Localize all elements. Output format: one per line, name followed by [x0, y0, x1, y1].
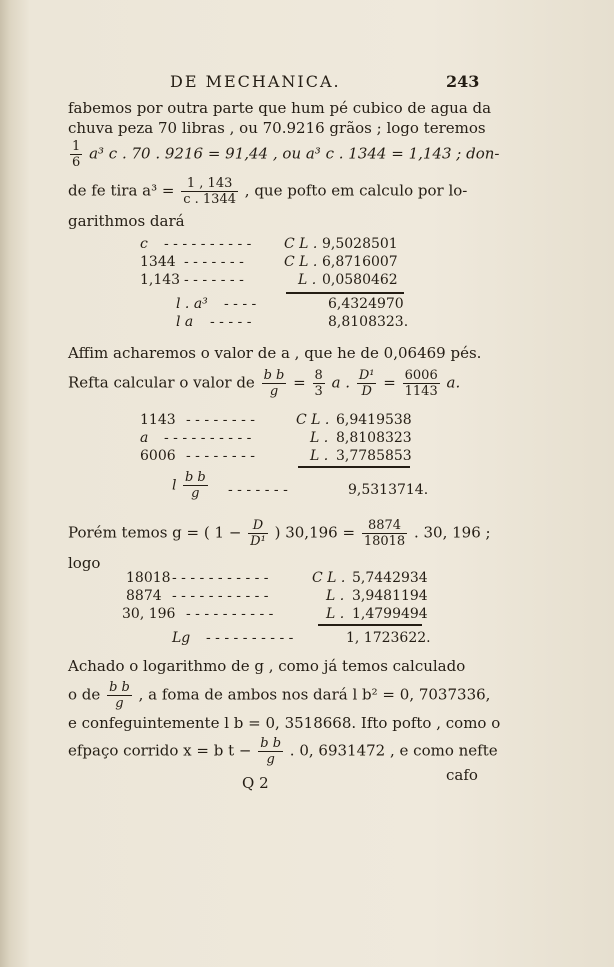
text-line-equation: efpaço corrido x = b t − $\frac{\text{b b}}{g}$ . 0, 6931472 , e como nefte: [68, 736, 498, 767]
log-label: 8874: [126, 588, 162, 604]
signature-mark: Q 2: [242, 774, 269, 792]
log-label: 18018: [126, 570, 171, 586]
text-line-equation: Refta calcular o valor de $\frac{\text{b b}}{g}$ = $\frac{8}{3}$ a . $\frac{\text{D¹}}{D}$ = $\frac{6006}{1143}$ a.: [68, 368, 461, 399]
fraction: $\frac{8}{3}$: [314, 368, 323, 399]
fraction: $\frac{1 , 143}{c . 1344}$: [183, 176, 236, 207]
log-value: 8,8108323.: [328, 314, 409, 330]
log-value: 9,5313714.: [348, 482, 429, 498]
fraction: $\frac{\text{b b}}{g}$: [260, 736, 282, 767]
text-line: logo: [68, 554, 101, 572]
sum-rule: [318, 624, 422, 626]
fraction: $\frac{D}{\text{D¹}}$: [250, 518, 266, 549]
fraction: $\frac{6006}{1143}$: [404, 368, 438, 399]
leader-dashes: - - - - - - - - - -: [164, 236, 252, 252]
log-function: C L .: [312, 570, 346, 586]
leader-dashes: - - - - - - - - - -: [164, 430, 252, 446]
leader-dashes: - - - - - - - - - -: [186, 606, 274, 622]
leader-dashes: - - - - -: [210, 314, 252, 330]
log-function: L .: [326, 606, 345, 622]
text-line-equation: Porém temos g = ( 1 − $\frac{D}{\text{D¹}}$ ) 30,196 = $\frac{8874}{18018}$ . 30, 196 ;: [68, 518, 491, 549]
text-line-equation: de fe tira a³ = $\frac{1 , 143}{c . 1344}$ , que pofto em calculo por lo-: [68, 176, 468, 207]
log-value: 6,8716007: [322, 254, 398, 270]
log-value: 8,8108323: [336, 430, 412, 446]
log-function: C L .: [284, 236, 318, 252]
log-function: L .: [298, 272, 317, 288]
catchword: cafo: [446, 766, 478, 784]
text-line: garithmos dará: [68, 212, 185, 230]
text-line: fabemos por outra parte que hum pé cubico de agua da: [68, 99, 492, 117]
log-label: a: [140, 430, 149, 446]
log-value: 5,7442934: [352, 570, 428, 586]
fraction: $\frac{\text{b b}}{g}$: [109, 680, 130, 711]
leader-dashes: - - - - - - -: [184, 272, 244, 288]
log-value: 6,9419538: [336, 412, 412, 428]
text-line-equation: o de $\frac{\text{b b}}{g}$ , a foma de ambos nos dará l b² = 0, 7037336,: [68, 680, 491, 711]
text-line: e confeguintemente l b = 0, 3518668. Ifto pofto , como o: [68, 714, 501, 732]
log-value: 3,7785853: [336, 448, 412, 464]
fraction: $\frac{1}{6}$: [72, 139, 81, 170]
text-line: Achado o logarithmo de g , como já temos calculado: [68, 657, 466, 675]
log-value: 1,4799494: [352, 606, 428, 622]
log-label: 1344: [140, 254, 176, 270]
log-label: c: [140, 236, 148, 252]
log-label: 30, 196: [122, 606, 176, 622]
log-label: Lg: [172, 630, 191, 646]
log-function: C L .: [284, 254, 318, 270]
log-label: 6006: [140, 448, 176, 464]
running-header: DE MECHANICA.: [170, 72, 341, 91]
fraction: $\frac{\text{b b}}{g}$: [263, 368, 285, 399]
log-value: 9,5028501: [322, 236, 398, 252]
log-label: 1,143: [140, 272, 181, 288]
fraction: $\frac{\text{b b}}{g}$: [184, 470, 206, 501]
log-function: C L .: [296, 412, 330, 428]
log-value: 6,4324970: [328, 296, 404, 312]
log-label: l a: [176, 314, 194, 330]
log-result-line: l $\frac{\text{b b}}{g}$: [172, 470, 206, 501]
leader-dashes: - - - - - - - -: [186, 448, 255, 464]
fraction: $\frac{8874}{18018}$: [363, 518, 406, 549]
leader-dashes: - - - - - - - -: [186, 412, 255, 428]
leader-dashes: - - - - - - - - - -: [206, 630, 294, 646]
sum-rule: [298, 466, 410, 468]
leader-dashes: - - - -: [224, 296, 257, 312]
text-line-equation: $\frac{1}{6}$ a³ c . 70 . 9216 = 91,44 , ou a³ c . 1344 = 1,143 ; don-: [72, 139, 500, 170]
log-value: 1, 1723622.: [346, 630, 431, 646]
leader-dashes: - - - - - - -: [228, 482, 288, 498]
leader-dashes: - - - - - - - - - - -: [172, 588, 269, 604]
log-label: 1143: [140, 412, 176, 428]
text-line: chuva peza 70 libras , ou 70.9216 grãos ; logo teremos: [68, 119, 486, 137]
log-function: L .: [310, 448, 329, 464]
leader-dashes: - - - - - - -: [184, 254, 244, 270]
page-number: 243: [446, 72, 480, 91]
log-value: 3,9481194: [352, 588, 428, 604]
log-function: L .: [326, 588, 345, 604]
fraction: $\frac{\text{D¹}}{D}$: [358, 368, 375, 399]
log-label: l . a³: [176, 296, 208, 312]
sum-rule: [286, 292, 404, 294]
text-line: Affim acharemos o valor de a , que he de 0,06469 pés.: [68, 344, 482, 362]
log-value: 0,0580462: [322, 272, 398, 288]
leader-dashes: - - - - - - - - - - -: [172, 570, 269, 586]
log-function: L .: [310, 430, 329, 446]
